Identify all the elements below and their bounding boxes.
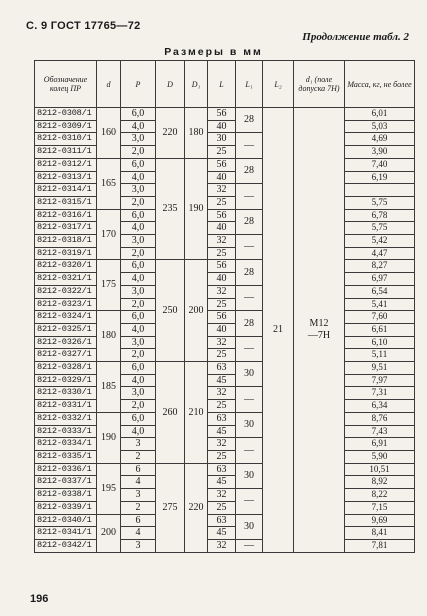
col-header-L2: L₂ [263, 61, 294, 108]
mass-cell: 5,41 [345, 298, 415, 311]
mass-cell: 6,61 [345, 323, 415, 336]
designation-cell: 8212-0342/1 [35, 539, 97, 552]
L-cell: 63 [208, 514, 236, 527]
table-row [35, 362, 415, 375]
designation-cell: 8212-0308/1 [35, 108, 97, 121]
p-cell: 4,0 [121, 171, 156, 184]
table-row [35, 463, 415, 476]
L-cell: 45 [208, 476, 236, 489]
designation-cell: 8212-0327/1 [35, 349, 97, 362]
designation-cell: 8212-0318/1 [35, 235, 97, 248]
designation-cell: 8212-0331/1 [35, 400, 97, 413]
L-cell: 63 [208, 463, 236, 476]
d-cell: 165 [97, 158, 121, 209]
mass-cell: 5,75 [345, 196, 415, 209]
p-cell: 4,0 [121, 374, 156, 387]
designation-cell: 8212-0337/1 [35, 476, 97, 489]
mass-cell: 5,11 [345, 349, 415, 362]
L1-cell: 28 [236, 311, 263, 336]
p-cell: 3,0 [121, 336, 156, 349]
table-row [35, 298, 415, 311]
table-row [35, 514, 415, 527]
designation-cell: 8212-0317/1 [35, 222, 97, 235]
designation-cell: 8212-0338/1 [35, 489, 97, 502]
designation-cell: 8212-0324/1 [35, 311, 97, 324]
table-row [35, 387, 415, 400]
table-row [35, 476, 415, 489]
document-header: С. 9 ГОСТ 17765—72 [26, 20, 141, 32]
p-cell: 6,0 [121, 209, 156, 222]
p-cell: 3,0 [121, 235, 156, 248]
L-cell: 40 [208, 120, 236, 133]
mass-cell: 8,27 [345, 260, 415, 273]
L-cell: 25 [208, 247, 236, 260]
table-row [35, 209, 415, 222]
table-continuation-caption: Продолжение табл. 2 [302, 31, 409, 43]
col-header-designation: Обозначение колец ПР [35, 61, 97, 108]
L-cell: 40 [208, 323, 236, 336]
table-row [35, 489, 415, 502]
p-cell: 3,0 [121, 133, 156, 146]
table-row [35, 120, 415, 133]
mass-cell: 6,19 [345, 171, 415, 184]
L-cell: 25 [208, 501, 236, 514]
col-header-d: d [97, 61, 121, 108]
dimensions-table [34, 60, 415, 553]
table-row [35, 425, 415, 438]
D1-cell: 220 [185, 463, 208, 552]
L1-cell: — [236, 539, 263, 552]
col-header-p: P [121, 61, 156, 108]
table-row [35, 311, 415, 324]
table-row [35, 171, 415, 184]
col-header-d1: d₁ (поле допуска 7Н) [294, 61, 345, 108]
D-cell: 220 [156, 108, 185, 159]
L1-cell: — [236, 235, 263, 260]
mass-cell: 6,10 [345, 336, 415, 349]
designation-cell: 8212-0335/1 [35, 450, 97, 463]
L1-cell: 30 [236, 412, 263, 437]
d-cell: 190 [97, 412, 121, 463]
d-cell: 180 [97, 311, 121, 362]
d-cell: 200 [97, 514, 121, 552]
table-row [35, 450, 415, 463]
table-header-row [35, 61, 415, 108]
designation-cell: 8212-0321/1 [35, 273, 97, 286]
designation-cell: 8212-0319/1 [35, 247, 97, 260]
table-row [35, 539, 415, 552]
mass-cell: 10,51 [345, 463, 415, 476]
p-cell: 4,0 [121, 425, 156, 438]
L-cell: 32 [208, 285, 236, 298]
p-cell: 6,0 [121, 108, 156, 121]
L-cell: 56 [208, 209, 236, 222]
mass-cell [345, 184, 415, 197]
mass-cell: 7,97 [345, 374, 415, 387]
L1-cell: — [236, 489, 263, 514]
mass-cell: 7,60 [345, 311, 415, 324]
L1-cell: 28 [236, 209, 263, 234]
L-cell: 56 [208, 158, 236, 171]
designation-cell: 8212-0315/1 [35, 196, 97, 209]
mass-cell: 7,40 [345, 158, 415, 171]
mass-cell: 8,92 [345, 476, 415, 489]
page-number: 196 [30, 593, 49, 605]
designation-cell: 8212-0323/1 [35, 298, 97, 311]
p-cell: 4,0 [121, 222, 156, 235]
mass-cell: 6,01 [345, 108, 415, 121]
L-cell: 45 [208, 425, 236, 438]
mass-cell: 5,90 [345, 450, 415, 463]
p-cell: 6 [121, 463, 156, 476]
mass-cell: 7,81 [345, 539, 415, 552]
L1-cell: — [236, 285, 263, 310]
designation-cell: 8212-0330/1 [35, 387, 97, 400]
L-cell: 32 [208, 387, 236, 400]
mass-cell: 7,15 [345, 501, 415, 514]
designation-cell: 8212-0326/1 [35, 336, 97, 349]
L-cell: 56 [208, 108, 236, 121]
L-cell: 40 [208, 273, 236, 286]
d-cell: 170 [97, 209, 121, 260]
designation-cell: 8212-0313/1 [35, 171, 97, 184]
p-cell: 3 [121, 489, 156, 502]
table-row [35, 400, 415, 413]
L-cell: 63 [208, 362, 236, 375]
L1-cell: 30 [236, 463, 263, 488]
L1-cell: 30 [236, 362, 263, 387]
table-row [35, 349, 415, 362]
d1-cell: М12 —7Н [294, 108, 345, 553]
L-cell: 32 [208, 184, 236, 197]
designation-cell: 8212-0314/1 [35, 184, 97, 197]
d-cell: 195 [97, 463, 121, 514]
D1-cell: 180 [185, 108, 208, 159]
designation-cell: 8212-0340/1 [35, 514, 97, 527]
table-row [35, 196, 415, 209]
mass-cell: 6,34 [345, 400, 415, 413]
table-row [35, 501, 415, 514]
mass-cell: 7,31 [345, 387, 415, 400]
designation-cell: 8212-0328/1 [35, 362, 97, 375]
designation-cell: 8212-0341/1 [35, 527, 97, 540]
L-cell: 25 [208, 298, 236, 311]
designation-cell: 8212-0333/1 [35, 425, 97, 438]
L2-cell: 21 [263, 108, 294, 553]
table-row [35, 184, 415, 197]
mass-cell: 4,47 [345, 247, 415, 260]
designation-cell: 8212-0311/1 [35, 146, 97, 159]
D-cell: 250 [156, 260, 185, 362]
p-cell: 6,0 [121, 412, 156, 425]
L1-cell: — [236, 438, 263, 463]
designation-cell: 8212-0322/1 [35, 285, 97, 298]
table-row [35, 273, 415, 286]
L-cell: 25 [208, 400, 236, 413]
L1-cell: — [236, 184, 263, 209]
D-cell: 275 [156, 463, 185, 552]
table-row [35, 222, 415, 235]
col-header-D: D [156, 61, 185, 108]
mass-cell: 6,97 [345, 273, 415, 286]
D-cell: 235 [156, 158, 185, 260]
L-cell: 25 [208, 146, 236, 159]
p-cell: 4 [121, 476, 156, 489]
designation-cell: 8212-0329/1 [35, 374, 97, 387]
mass-cell: 9,69 [345, 514, 415, 527]
table-row [35, 527, 415, 540]
table-row [35, 438, 415, 451]
L-cell: 32 [208, 539, 236, 552]
mass-cell: 8,41 [345, 527, 415, 540]
mass-cell: 8,22 [345, 489, 415, 502]
p-cell: 2,0 [121, 298, 156, 311]
mass-cell: 5,03 [345, 120, 415, 133]
L-cell: 32 [208, 438, 236, 451]
L-cell: 32 [208, 235, 236, 248]
table-row [35, 412, 415, 425]
p-cell: 4 [121, 527, 156, 540]
L-cell: 25 [208, 196, 236, 209]
table-row [35, 285, 415, 298]
p-cell: 3,0 [121, 184, 156, 197]
table-row [35, 108, 415, 121]
p-cell: 3 [121, 438, 156, 451]
designation-cell: 8212-0332/1 [35, 412, 97, 425]
L1-cell: 28 [236, 260, 263, 285]
L1-cell: — [236, 336, 263, 361]
sizes-caption: Размеры в мм [164, 46, 263, 58]
L-cell: 40 [208, 171, 236, 184]
L-cell: 63 [208, 412, 236, 425]
L-cell: 56 [208, 260, 236, 273]
table-body [35, 108, 415, 553]
d-cell: 175 [97, 260, 121, 311]
table-row [35, 146, 415, 159]
p-cell: 6,0 [121, 158, 156, 171]
table-row [35, 336, 415, 349]
p-cell: 4,0 [121, 323, 156, 336]
p-cell: 4,0 [121, 120, 156, 133]
designation-cell: 8212-0334/1 [35, 438, 97, 451]
p-cell: 2,0 [121, 196, 156, 209]
p-cell: 2,0 [121, 146, 156, 159]
L-cell: 25 [208, 349, 236, 362]
p-cell: 2,0 [121, 247, 156, 260]
d-cell: 160 [97, 108, 121, 159]
designation-cell: 8212-0339/1 [35, 501, 97, 514]
mass-cell: 9,51 [345, 362, 415, 375]
table-row [35, 247, 415, 260]
mass-cell: 8,76 [345, 412, 415, 425]
mass-cell: 6,78 [345, 209, 415, 222]
d-cell: 185 [97, 362, 121, 413]
p-cell: 2 [121, 450, 156, 463]
designation-cell: 8212-0316/1 [35, 209, 97, 222]
L-cell: 40 [208, 222, 236, 235]
mass-cell: 4,69 [345, 133, 415, 146]
L-cell: 30 [208, 133, 236, 146]
L1-cell: — [236, 133, 263, 158]
L1-cell: — [236, 387, 263, 412]
col-header-L1: L₁ [236, 61, 263, 108]
designation-cell: 8212-0310/1 [35, 133, 97, 146]
p-cell: 3 [121, 539, 156, 552]
designation-cell: 8212-0312/1 [35, 158, 97, 171]
p-cell: 2 [121, 501, 156, 514]
p-cell: 6,0 [121, 311, 156, 324]
mass-cell: 6,54 [345, 285, 415, 298]
p-cell: 3,0 [121, 387, 156, 400]
p-cell: 3,0 [121, 285, 156, 298]
table-row [35, 374, 415, 387]
L1-cell: 28 [236, 158, 263, 183]
L-cell: 25 [208, 450, 236, 463]
designation-cell: 8212-0325/1 [35, 323, 97, 336]
D1-cell: 200 [185, 260, 208, 362]
mass-cell: 3,90 [345, 146, 415, 159]
D-cell: 260 [156, 362, 185, 464]
col-header-mass: Масса, кг, не более [345, 61, 415, 108]
table-row [35, 323, 415, 336]
D1-cell: 210 [185, 362, 208, 464]
p-cell: 6,0 [121, 260, 156, 273]
designation-cell: 8212-0320/1 [35, 260, 97, 273]
mass-cell: 5,75 [345, 222, 415, 235]
mass-cell: 5,42 [345, 235, 415, 248]
L-cell: 56 [208, 311, 236, 324]
mass-cell: 6,91 [345, 438, 415, 451]
p-cell: 2,0 [121, 400, 156, 413]
L-cell: 32 [208, 489, 236, 502]
table-row [35, 158, 415, 171]
p-cell: 2,0 [121, 349, 156, 362]
col-header-D1: D₁ [185, 61, 208, 108]
table-row [35, 235, 415, 248]
L-cell: 45 [208, 374, 236, 387]
designation-cell: 8212-0336/1 [35, 463, 97, 476]
table-row [35, 260, 415, 273]
L-cell: 32 [208, 336, 236, 349]
L-cell: 45 [208, 527, 236, 540]
mass-cell: 7,43 [345, 425, 415, 438]
D1-cell: 190 [185, 158, 208, 260]
L1-cell: 28 [236, 108, 263, 133]
table-row [35, 133, 415, 146]
p-cell: 6,0 [121, 362, 156, 375]
col-header-L: L [208, 61, 236, 108]
designation-cell: 8212-0309/1 [35, 120, 97, 133]
p-cell: 6 [121, 514, 156, 527]
L1-cell: 30 [236, 514, 263, 539]
p-cell: 4,0 [121, 273, 156, 286]
